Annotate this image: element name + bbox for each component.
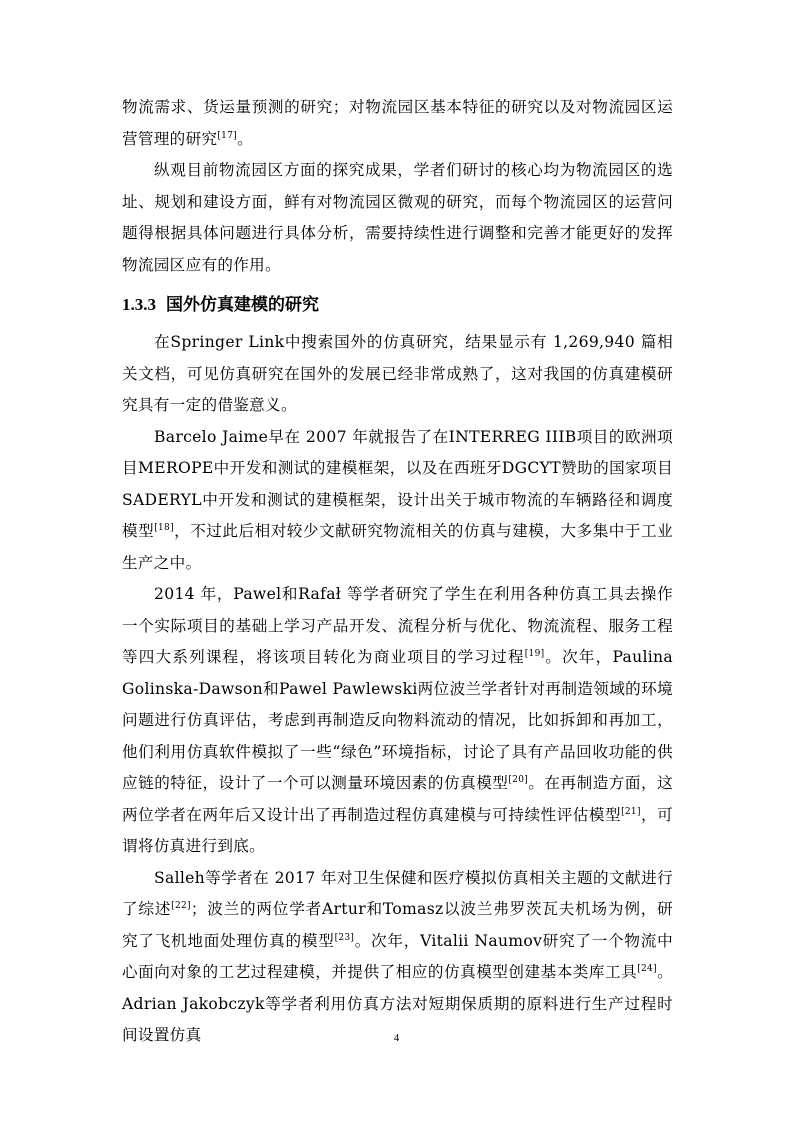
- section-title: 国外仿真建模的研究: [166, 295, 319, 315]
- page-number: 4: [393, 1032, 400, 1044]
- paragraph-pawel: 2014 年，Pawel和Rafał 等学者研究了学生在利用各种仿真工具去操作一个实际项目的基础上学习产品开发、流程分析与优化、物流流程、服务工程等四大系列课程，将该项目转化为商业项目的学习过程[19]。次年，Paulina Golinska-Dawson和Pawel Pawlewski两位波兰学者针对再制造领域的环境问题进行仿真评估，考虑到再制造反向物料流动的情况，比如拆卸和再加工，他们利用仿真软件模拟了一些“绿色”环境指标，讨论了具有产品回收功能的供应链的特征，设计了一个可以测量环境因素的仿真模型[20]。在再制造方面，这两位学者在两年后又设计出了再制造过程仿真建模与可持续性评估模型[21]，可谓将仿真进行到底。: [122, 585, 673, 855]
- citation-17: [17]: [217, 130, 238, 141]
- paragraph-barcelo: Barcelo Jaime早在 2007 年就报告了在INTERREG IIIB项目的欧洲项目MEROPE中开发和测试的建模框架，以及在西班牙DGCYT赞助的国家项目SADERYL中开发和测试的建模框架，设计出关于城市物流的车辆路径和调度模型[18]，不过此后相对较少文献研究物流相关的仿真与建模，大多集中于工业生产之中。: [122, 427, 673, 572]
- citation-22: [22]: [171, 901, 191, 911]
- citation-23: [23]: [334, 932, 355, 943]
- citation-18: [18]: [154, 523, 174, 533]
- section-heading: [122, 289, 673, 321]
- citation-19: [19]: [524, 649, 545, 659]
- citation-21: [21]: [621, 806, 641, 817]
- paragraph-salleh: Salleh等学者在 2017 年对卫生保健和医疗模拟仿真相关主题的文献进行了综述[22]；波兰的两位学者Artur和Tomasz以波兰弗罗茨瓦夫机场为例，研究了飞机地面处理仿真的模型[23]。次年，Vitalii Naumov研究了一个物流中心面向对象的工艺过程建模，并提供了相应的仿真模型创建基本类库工具[24]。Adrian Jakobczyk等学者利用仿真方法对短期保质期的原料进行生产过程时间设置仿真: [122, 868, 673, 1044]
- citation-20: [20]: [508, 775, 529, 785]
- paragraph-springer: 在Springer Link中搜索国外的仿真研究，结果显示有 1,269,940 篇相关文档，可见仿真研究在国外的发展已经非常成熟了，这对我国的仿真建模研究具有一定的借鉴意义。: [122, 333, 673, 414]
- document-page: [122, 92, 673, 1052]
- paragraph-summary: 纵观目前物流园区方面的探究成果，学者们研讨的核心均为物流园区的选址、规划和建设方面，鲜有对物流园区微观的研究，而每个物流园区的运营问题得根据具体问题进行具体分析，需要持续性进行调整和完善才能更好的发挥物流园区应有的作用。: [122, 161, 673, 274]
- section-number: 1.3.3: [122, 295, 156, 314]
- citation-24: [24]: [637, 964, 657, 974]
- paragraph-continued: 物流需求、货运量预测的研究；对物流园区基本特征的研究以及对物流园区运营管理的研究[17]。: [122, 98, 673, 148]
